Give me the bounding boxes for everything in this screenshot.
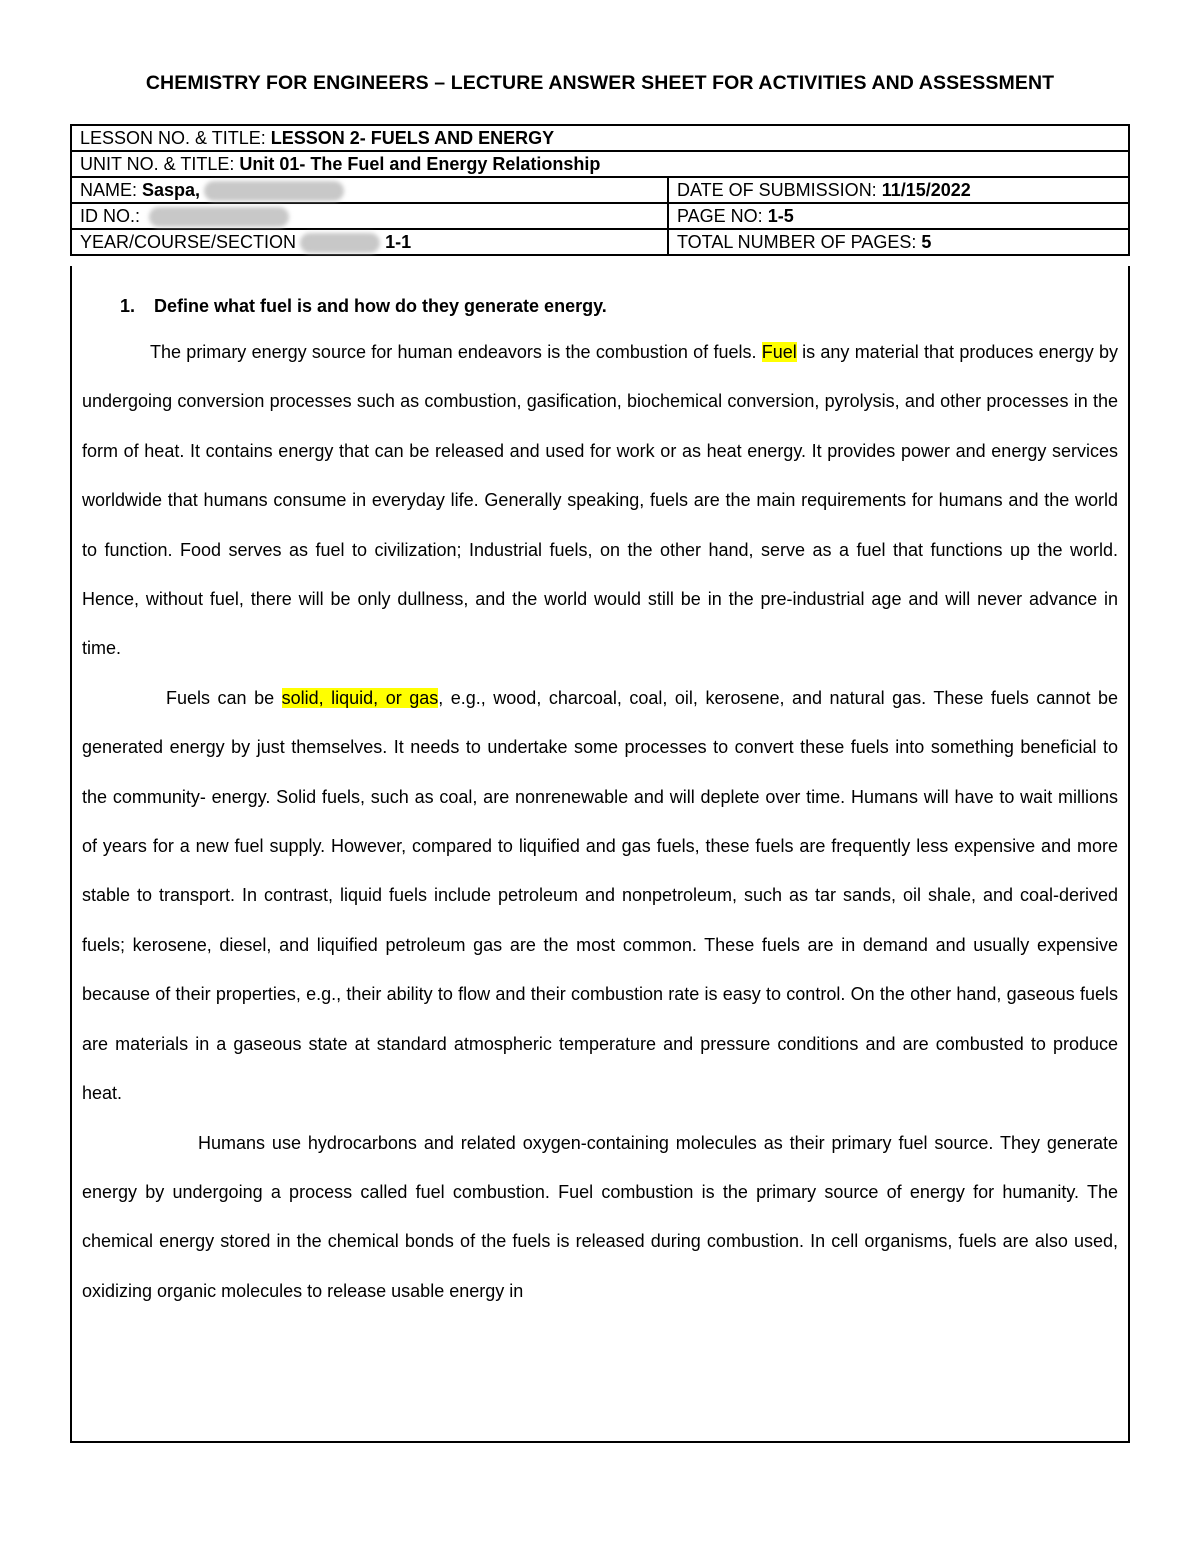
paragraph-2-text-b: , e.g., wood, charcoal, coal, oil, kerosene, and natural gas. These fuels cannot be generated energy by just themselves. It needs to undertake some processes to convert these fuels into something beneficial to the community- energy. Solid fuels, such as coal, are nonrenewable and will deplete over time. Humans will have to wait millions of years for a new fuel supply. However, compared to liquified and gas fuels, these fuels are frequently less expensive and more stable to transport. In contrast, liquid fuels include petroleum and nonpetroleum, such as tar sands, oil shale, and coal-derived fuels; kerosene, diesel, and liquified petroleum gas are the most common. These fuels are in demand and usually expensive because of their properties, e.g., their ability to flow and their combustion rate is easy to control. On the other hand, gaseous fuels are materials in a gaseous state at standard atmospheric temperature and pressure conditions and are combusted to produce heat.	[82, 687, 1118, 1104]
name-label: NAME:	[80, 180, 143, 200]
total-label: TOTAL NUMBER OF PAGES:	[677, 232, 922, 252]
highlight-fuel: Fuel	[761, 342, 797, 362]
paragraph-1-text-a: The primary energy source for human endeavors is the combustion of fuels.	[150, 342, 762, 362]
lesson-row	[71, 125, 1129, 151]
page-value: 1-5	[767, 206, 794, 226]
section-label: YEAR/COURSE/SECTION	[80, 232, 297, 252]
unit-row	[71, 151, 1129, 177]
answer-content	[82, 328, 1118, 1316]
total-value: 5	[921, 232, 932, 252]
date-value: 11/15/2022	[881, 180, 971, 200]
highlight-states: solid, liquid, or gas	[281, 687, 439, 708]
date-cell	[668, 177, 1129, 203]
total-pages-cell	[668, 229, 1129, 255]
paragraph-1-text-b: is any material that produces energy by undergoing conversion processes such as combustion, gasification, biochemical conversion, pyrolysis, and other processes in the form of heat. It contains energy that can be released and used for work or as heat energy. It provides power and energy services worldwide that humans consume in everyday life. Generally speaking, fuels are the main requirements for humans and the world to function. Food serves as fuel to civilization; Industrial fuels, on the other hand, serve as a fuel that functions up the world. Hence, without fuel, there will be only dullness, and the world would still be in the pre-industrial age and will never advance in time.	[82, 342, 1118, 659]
question-text: Define what fuel is and how do they generate energy.	[154, 296, 607, 316]
name-value: Saspa,	[142, 180, 201, 200]
date-label: DATE OF SUBMISSION:	[677, 180, 882, 200]
question-number: 1.	[120, 296, 136, 316]
id-label: ID NO.:	[80, 206, 146, 226]
section-value: 1-1	[385, 232, 412, 252]
paragraph-2-text-a: Fuels can be	[166, 687, 282, 708]
unit-cell	[71, 151, 1129, 177]
section-cell	[71, 229, 668, 255]
page-label: PAGE NO:	[677, 206, 768, 226]
question-heading	[120, 296, 607, 317]
paragraph-3: Humans use hydrocarbons and related oxygen-containing molecules as their primary fuel source. They generate energy by undergoing a process called fuel combustion. Fuel combustion is the primary source of energy for humanity. The chemical energy stored in the chemical bonds of the fuels is released during combustion. In cell organisms, fuels are also used, oxidizing organic molecules to release usable energy in	[82, 1132, 1118, 1301]
lesson-cell	[71, 125, 1129, 151]
section-row	[71, 229, 1129, 255]
page-cell	[668, 203, 1129, 229]
document-title: CHEMISTRY FOR ENGINEERS – LECTURE ANSWER SHEET FOR ACTIVITIES AND ASSESSMENT	[145, 72, 1055, 94]
id-row	[71, 203, 1129, 229]
unit-value: Unit 01- The Fuel and Energy Relationship	[239, 154, 601, 174]
paragraph-1	[82, 328, 1118, 674]
paragraph-2	[82, 674, 1118, 1119]
header-table	[70, 124, 1130, 256]
id-cell	[71, 203, 668, 229]
name-cell	[71, 177, 668, 203]
redacted-course	[300, 233, 380, 253]
redacted-name	[204, 181, 344, 201]
lesson-label: LESSON NO. & TITLE:	[80, 128, 271, 148]
unit-label: UNIT NO. & TITLE:	[80, 154, 240, 174]
lesson-value: LESSON 2- FUELS AND ENERGY	[270, 128, 555, 148]
answer-box	[70, 266, 1130, 1443]
name-row	[71, 177, 1129, 203]
redacted-id	[149, 207, 289, 227]
